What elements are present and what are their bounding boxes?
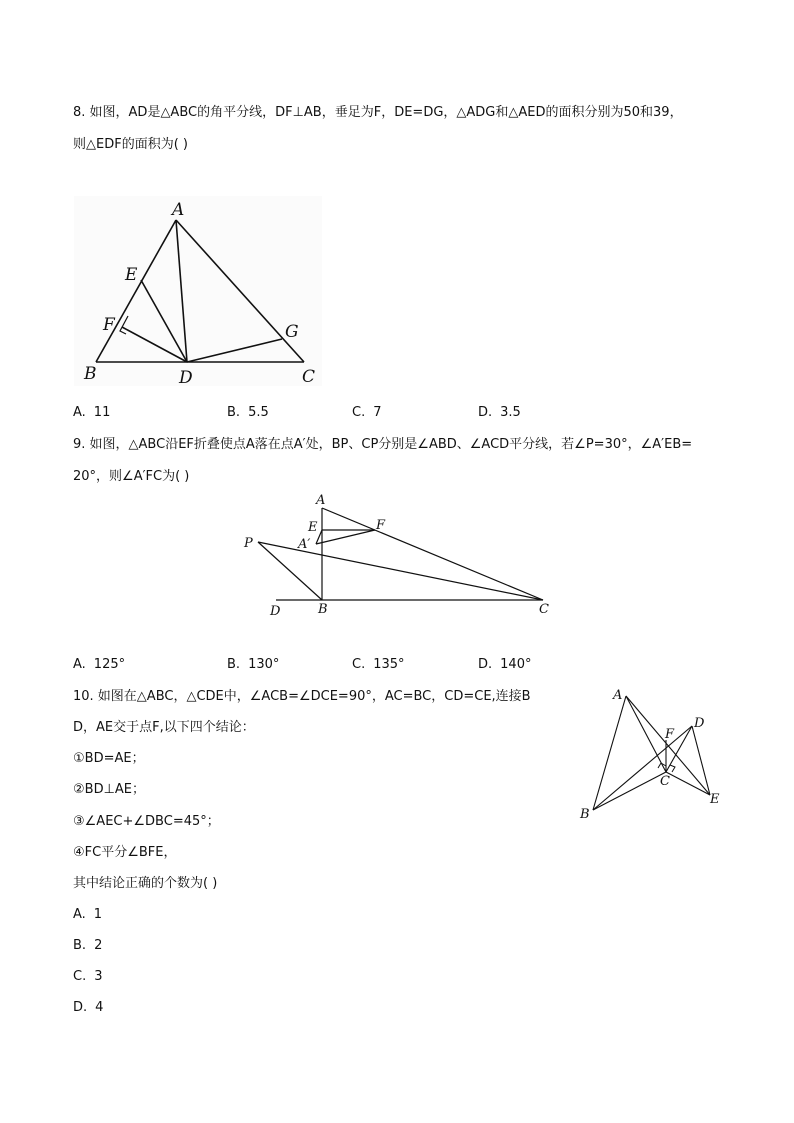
q10-option-b-letter: B. xyxy=(73,938,87,953)
q10-option-b[interactable] xyxy=(73,937,102,955)
q8-label-g: G xyxy=(285,322,299,342)
q10-question: 其中结论正确的个数为( ) xyxy=(73,876,218,891)
q8-label-f: F xyxy=(103,315,115,335)
q9-option-a[interactable] xyxy=(73,656,125,674)
q8-label-c: C xyxy=(302,367,316,386)
q10-option-d-letter: D. xyxy=(73,1000,88,1015)
q8-option-c-letter: C. xyxy=(352,405,366,420)
q9-option-a-value: 125° xyxy=(93,657,126,672)
q10-segment-ac xyxy=(626,696,666,772)
q8-option-a-value: 11 xyxy=(93,405,111,420)
q8-option-b-letter: B. xyxy=(227,405,241,420)
q9-label-c: C xyxy=(539,602,549,617)
q9-option-b-letter: B. xyxy=(227,657,241,672)
q9-label-f: F xyxy=(376,518,386,533)
q9-option-d-value: 140° xyxy=(500,657,532,672)
q8-text-line1: 8. 如图，AD是△ABC的角平分线，DF⊥AB，垂足为F，DE=DG，△ADG和△AED的面积分别为50和39， xyxy=(73,105,683,120)
q8-option-d-value: 3.5 xyxy=(500,405,521,420)
q10-option-a[interactable] xyxy=(73,906,102,924)
q10-conclusion-1: ①BD=AE； xyxy=(73,751,145,766)
q9-option-c[interactable] xyxy=(352,656,405,674)
q9-label-b: B xyxy=(318,602,328,617)
q9-option-b[interactable] xyxy=(227,656,279,674)
q9-label-a: A xyxy=(316,493,326,508)
q8-option-b-value: 5.5 xyxy=(248,405,269,420)
q10-option-a-value: 1 xyxy=(93,907,103,922)
q10-option-d[interactable] xyxy=(73,999,103,1017)
q10-text-line2: D，AE交于点F,以下四个结论： xyxy=(73,720,255,735)
q10-option-c[interactable] xyxy=(73,968,103,986)
q10-figure xyxy=(576,684,726,824)
q8-option-d-letter: D. xyxy=(478,405,493,420)
q10-option-b-value: 2 xyxy=(94,938,103,953)
q10-option-d-value: 4 xyxy=(95,1000,104,1015)
q9-figure xyxy=(238,490,558,620)
q8-figure-background xyxy=(74,196,322,386)
q10-text-line1: 10. 如图在△ABC，△CDE中，∠ACB=∠DCE=90°，AC=BC，CD=CE,连接B xyxy=(73,689,531,704)
q8-label-d: D xyxy=(179,368,193,386)
q9-segment-a1f xyxy=(316,530,375,544)
q10-option-a-letter: A. xyxy=(73,907,86,922)
q9-label-a-prime: A′ xyxy=(298,537,311,552)
q10-label-a: A xyxy=(613,688,623,703)
q8-option-b[interactable] xyxy=(227,404,269,422)
q10-right-angle-mark-dce xyxy=(670,765,675,772)
q8-option-a-letter: A. xyxy=(73,405,86,420)
q9-label-e: E xyxy=(308,520,318,535)
q8-option-c-value: 7 xyxy=(373,405,382,420)
q9-text-line2: 20°，则∠A′FC为( ) xyxy=(73,469,190,484)
q9-segment-ac xyxy=(322,508,543,600)
q10-option-c-value: 3 xyxy=(94,969,103,984)
q10-label-e: E xyxy=(710,792,720,807)
q10-conclusion-3: ③∠AEC+∠DBC=45°； xyxy=(73,814,220,829)
q10-label-f: F xyxy=(665,727,675,742)
q10-conclusion-4: ④FC平分∠BFE， xyxy=(73,845,177,860)
q9-text-line1: 9. 如图，△ABC沿EF折叠使点A落在点A′处，BP、CP分别是∠ABD、∠ACD平分线，若∠P=30°，∠A′EB= xyxy=(73,437,693,452)
q10-label-d: D xyxy=(694,716,705,731)
q10-segment-ab xyxy=(593,696,626,810)
q10-segment-bd xyxy=(593,726,692,810)
q9-option-d-letter: D. xyxy=(478,657,493,672)
q8-label-a: A xyxy=(172,200,185,220)
q9-option-d[interactable] xyxy=(478,656,531,674)
q9-segment-pb xyxy=(258,542,322,600)
q10-segment-bc xyxy=(593,772,666,810)
q10-conclusion-2: ②BD⊥AE； xyxy=(73,782,146,797)
q8-label-e: E xyxy=(125,265,138,285)
q9-option-a-letter: A. xyxy=(73,657,86,672)
q8-text-line2: 则△EDF的面积为( ) xyxy=(73,137,188,152)
q8-option-d[interactable] xyxy=(478,404,521,422)
q10-segment-ce xyxy=(666,772,710,795)
q8-figure xyxy=(74,196,322,386)
q9-label-d: D xyxy=(270,604,281,619)
q10-label-b: B xyxy=(580,807,590,822)
q10-label-c: C xyxy=(660,774,670,789)
q10-option-c-letter: C. xyxy=(73,969,87,984)
q9-option-b-value: 130° xyxy=(248,657,280,672)
q9-label-p: P xyxy=(244,536,253,551)
q8-option-a[interactable] xyxy=(73,404,110,422)
q9-option-c-letter: C. xyxy=(352,657,366,672)
q8-label-b: B xyxy=(84,364,97,384)
q9-option-c-value: 135° xyxy=(373,657,405,672)
q8-option-c[interactable] xyxy=(352,404,382,422)
